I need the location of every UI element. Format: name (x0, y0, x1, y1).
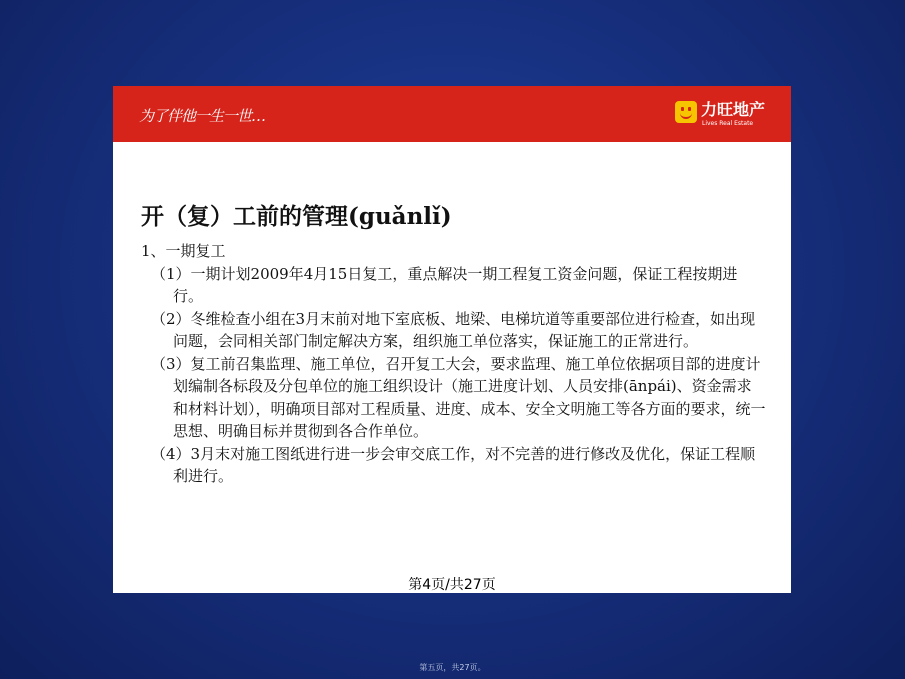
slide-title: 开（复）工前的管理(guǎnlǐ) (141, 203, 452, 230)
list-item: （2）冬维检查小组在3月末前对地下室底板、地梁、电梯坑道等重要部位进行检查，如出现问题，会同相关部门制定解决方案，组织施工单位落实，保证施工的正常进行。 (151, 309, 756, 350)
slide-body (141, 240, 766, 488)
section-heading: 1、一期复工 (141, 242, 226, 260)
list-item: （4）3月末对施工图纸进行进一步会审交底工作，对不完善的进行修改及优化，保证工程顺利进行。 (151, 444, 756, 485)
footer-note: 第五页，共27页。 (419, 663, 486, 672)
logo-english: Lives Real Estate (702, 120, 754, 127)
header-banner (113, 86, 791, 142)
list-item: （1）一期计划2009年4月15日复工，重点解决一期工程复工资金问题，保证工程按期进行。 (151, 264, 738, 305)
smiley-icon (675, 101, 697, 123)
slogan: 为了伴他一生一世… (139, 107, 266, 125)
page-number: 第4页/共27页 (408, 577, 496, 593)
logo-name: 力旺地产 (701, 100, 766, 119)
slide (113, 86, 791, 593)
list-item: （3）复工前召集监理、施工单位，召开复工大会，要求监理、施工单位依据项目部的进度计划编制各标段及分包单位的施工组织设计（施工进度计划、人员安排(ānpái)、资金需求和材料计划），明确项目部对工程质量、进度、成本、安全文明施工等各方面的要求，统一思想、明确目标并贯彻到各合作单位。 (151, 354, 766, 440)
company-logo (675, 101, 785, 129)
